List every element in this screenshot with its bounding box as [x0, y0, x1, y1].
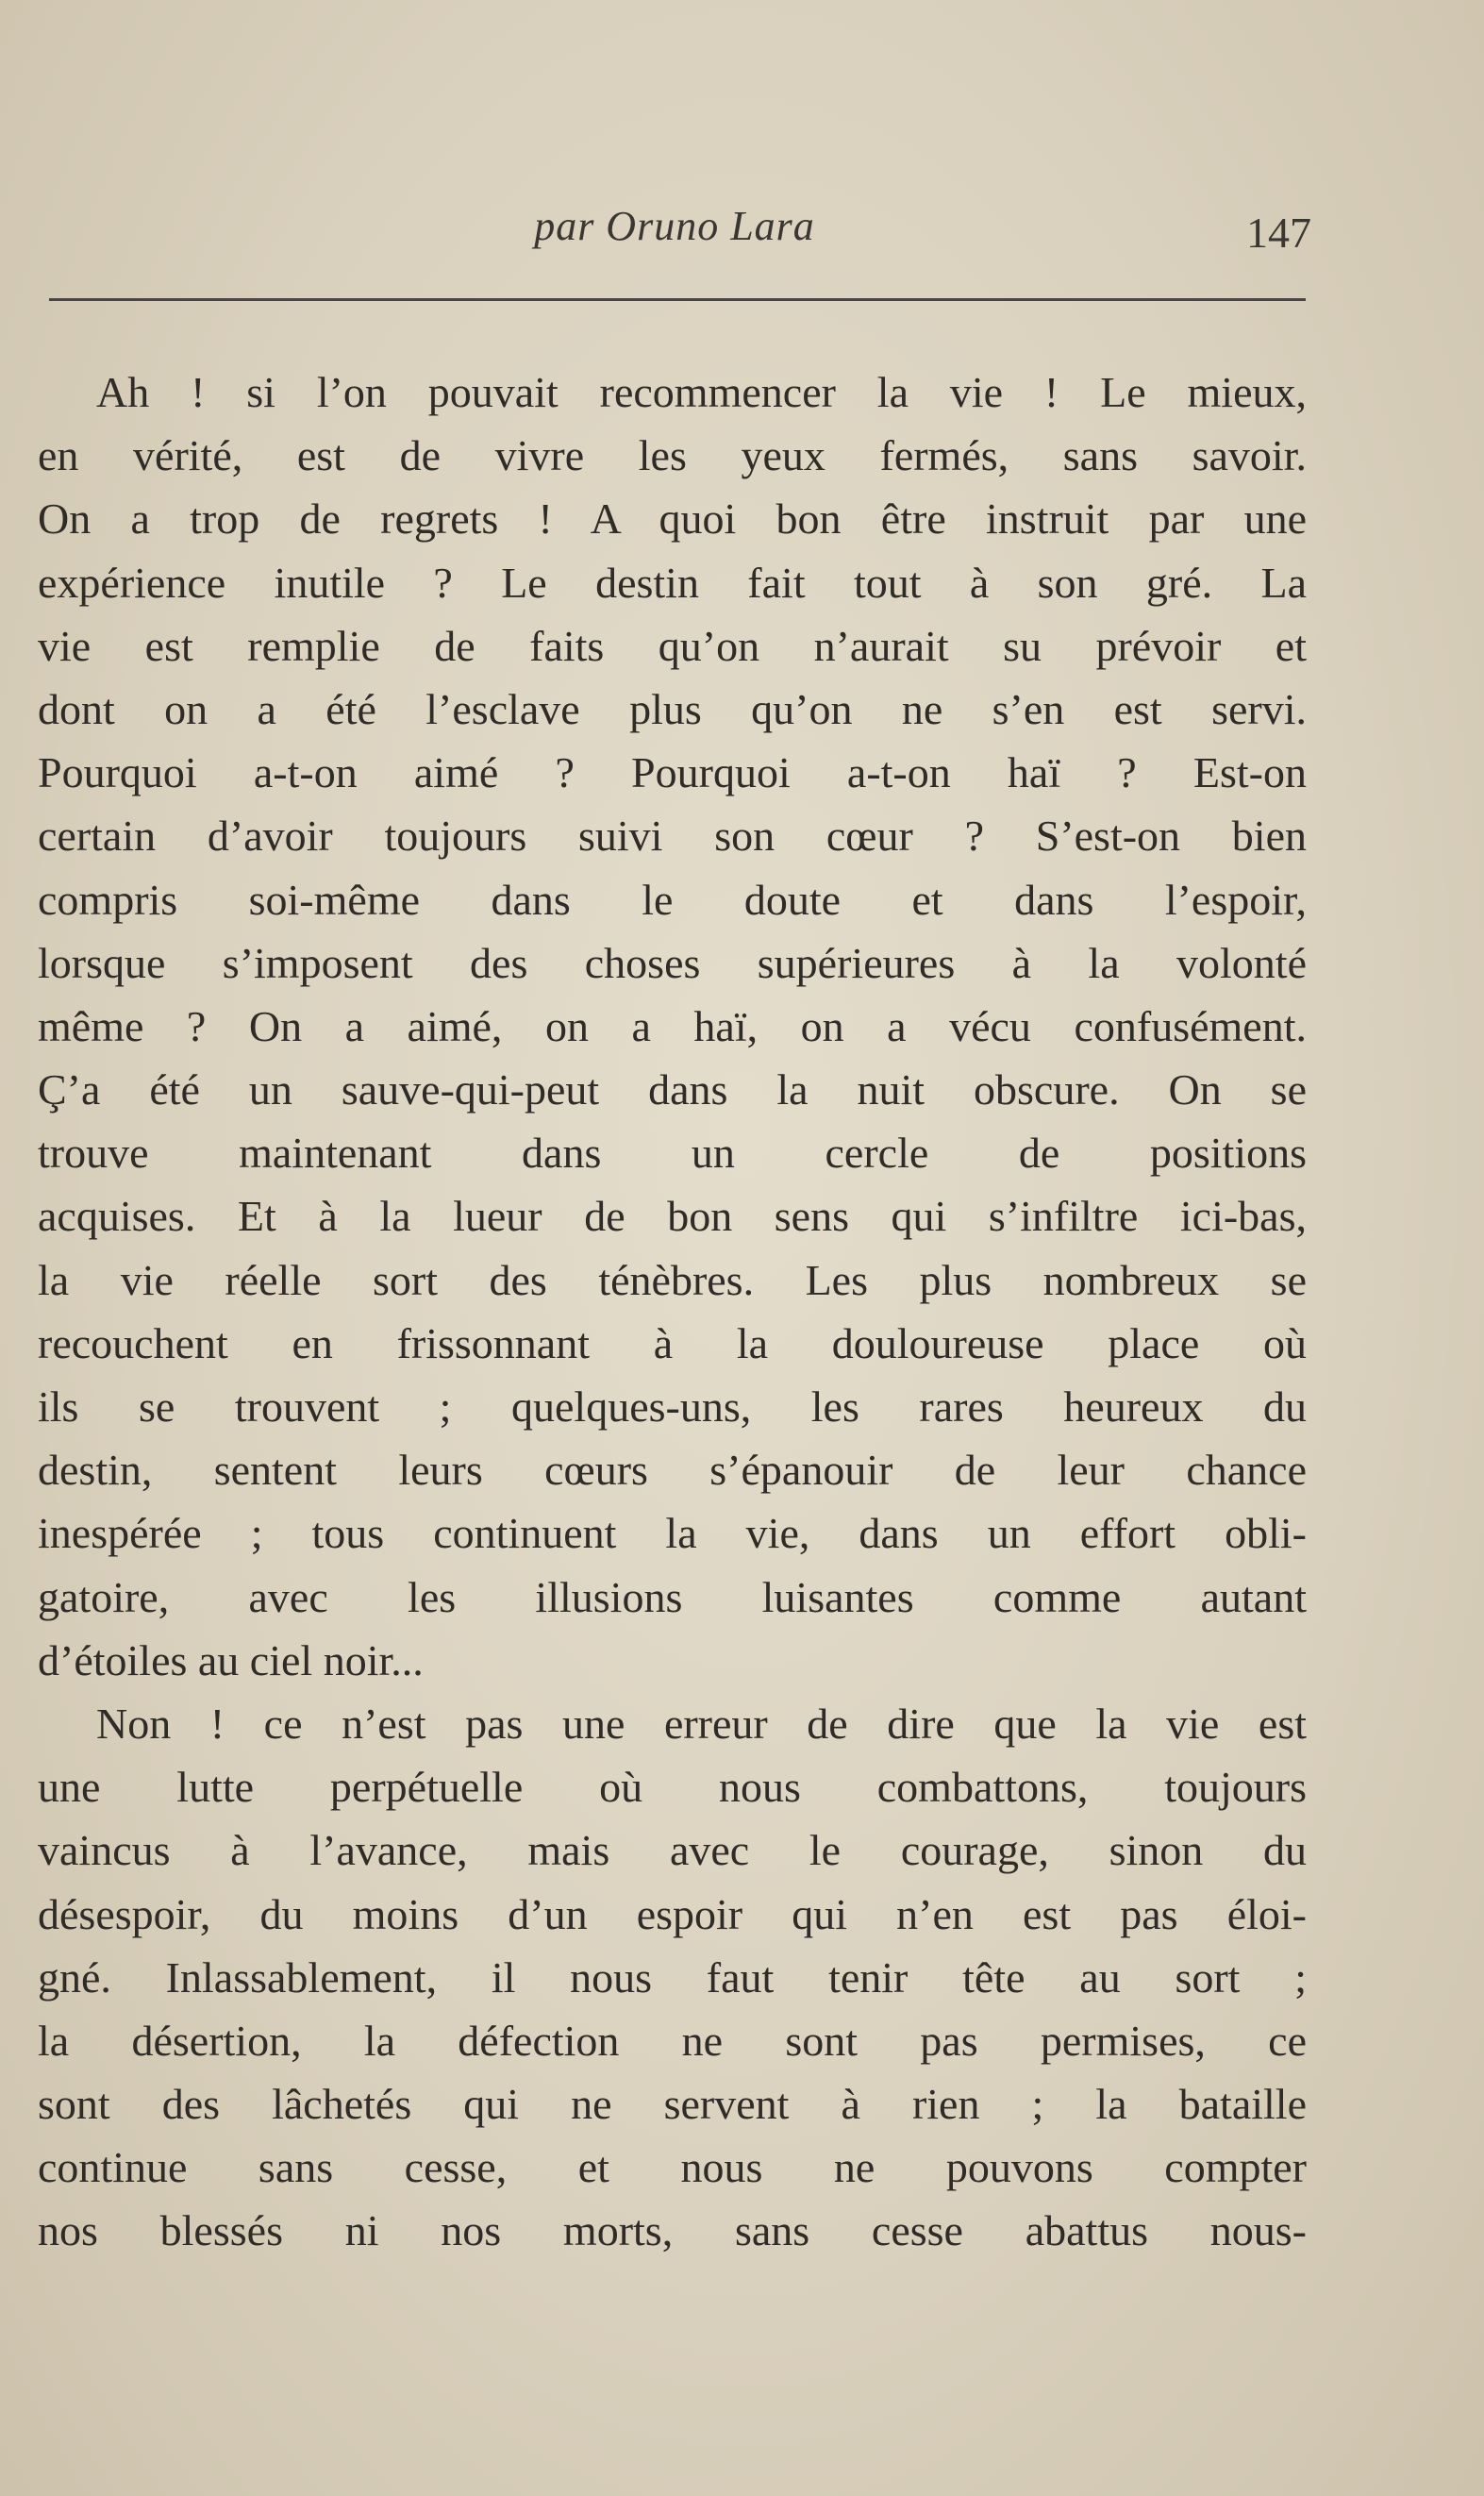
text-line: Ah ! si l’on pouvait recommencer la vie ! Le mieux,	[96, 368, 1307, 416]
text-line: On a trop de regrets ! A quoi bon être instruit par une	[38, 494, 1307, 544]
text-line: nos blessés ni nos morts, sans cesse abattus nous-	[38, 2206, 1307, 2255]
text-line: lorsque s’imposent des choses supérieures à la volonté	[38, 938, 1307, 987]
text-line: en vérité, est de vivre les yeux fermés, sans savoir.	[38, 431, 1307, 480]
text-line: certain d’avoir toujours suivi son cœur ? S’est-on bien	[38, 812, 1307, 861]
text-line: Ç’a été un sauve-qui-peut dans la nuit obscure. On se	[38, 1065, 1307, 1114]
text-line: gatoire, avec les illusions luisantes comme autant	[38, 1572, 1307, 1621]
text-line: d’étoiles au ciel noir...	[38, 1635, 424, 1684]
text-line: désespoir, du moins d’un espoir qui n’en est pas éloi-	[38, 1889, 1307, 1938]
text-line: vaincus à l’avance, mais avec le courage, sinon du	[38, 1826, 1307, 1875]
running-head	[38, 202, 1311, 268]
text-line: Pourquoi a-t-on aimé ? Pourquoi a-t-on haï ? Est-on	[38, 748, 1307, 797]
text-line: vie est remplie de faits qu’on n’aurait su prévoir et	[38, 621, 1307, 670]
text-line: dont on a été l’esclave plus qu’on ne s’en est servi.	[38, 684, 1307, 733]
text-line: Non ! ce n’est pas une erreur de dire que la vie est	[96, 1699, 1307, 1748]
text-line: sont des lâchetés qui ne servent à rien ; la bataille	[38, 2080, 1307, 2129]
text-line: recouchent en frissonnant à la douloureuse place où	[38, 1318, 1307, 1367]
header-rule	[49, 298, 1306, 301]
page-number: 147	[1246, 209, 1311, 257]
text-line: compris soi-même dans le doute et dans l’espoir,	[38, 875, 1307, 924]
text-line: même ? On a aimé, on a haï, on a vécu confusément.	[38, 1001, 1307, 1050]
running-title: par Oruno Lara	[534, 203, 815, 249]
text-line: la vie réelle sort des ténèbres. Les plus nombreux se	[38, 1255, 1307, 1304]
text-line: expérience inutile ? Le destin fait tout à son gré. La	[38, 558, 1307, 607]
text-line: acquises. Et à la lueur de bon sens qui s’infiltre ici-bas,	[38, 1192, 1307, 1241]
text-line: continue sans cesse, et nous ne pouvons compter	[38, 2143, 1307, 2192]
text-line: gné. Inlassablement, il nous faut tenir tête au sort ;	[38, 1952, 1307, 2002]
body-text	[38, 360, 1307, 2263]
text-line: destin, sentent leurs cœurs s’épanouir de leur chance	[38, 1446, 1307, 1495]
text-line: inespérée ; tous continuent la vie, dans un effort obli-	[38, 1509, 1307, 1558]
text-line: une lutte perpétuelle où nous combattons, toujours	[38, 1763, 1307, 1812]
text-line: la désertion, la défection ne sont pas permises, ce	[38, 2016, 1307, 2065]
text-line: ils se trouvent ; quelques-uns, les rares heureux du	[38, 1382, 1307, 1431]
text-line: trouve maintenant dans un cercle de positions	[38, 1129, 1307, 1178]
